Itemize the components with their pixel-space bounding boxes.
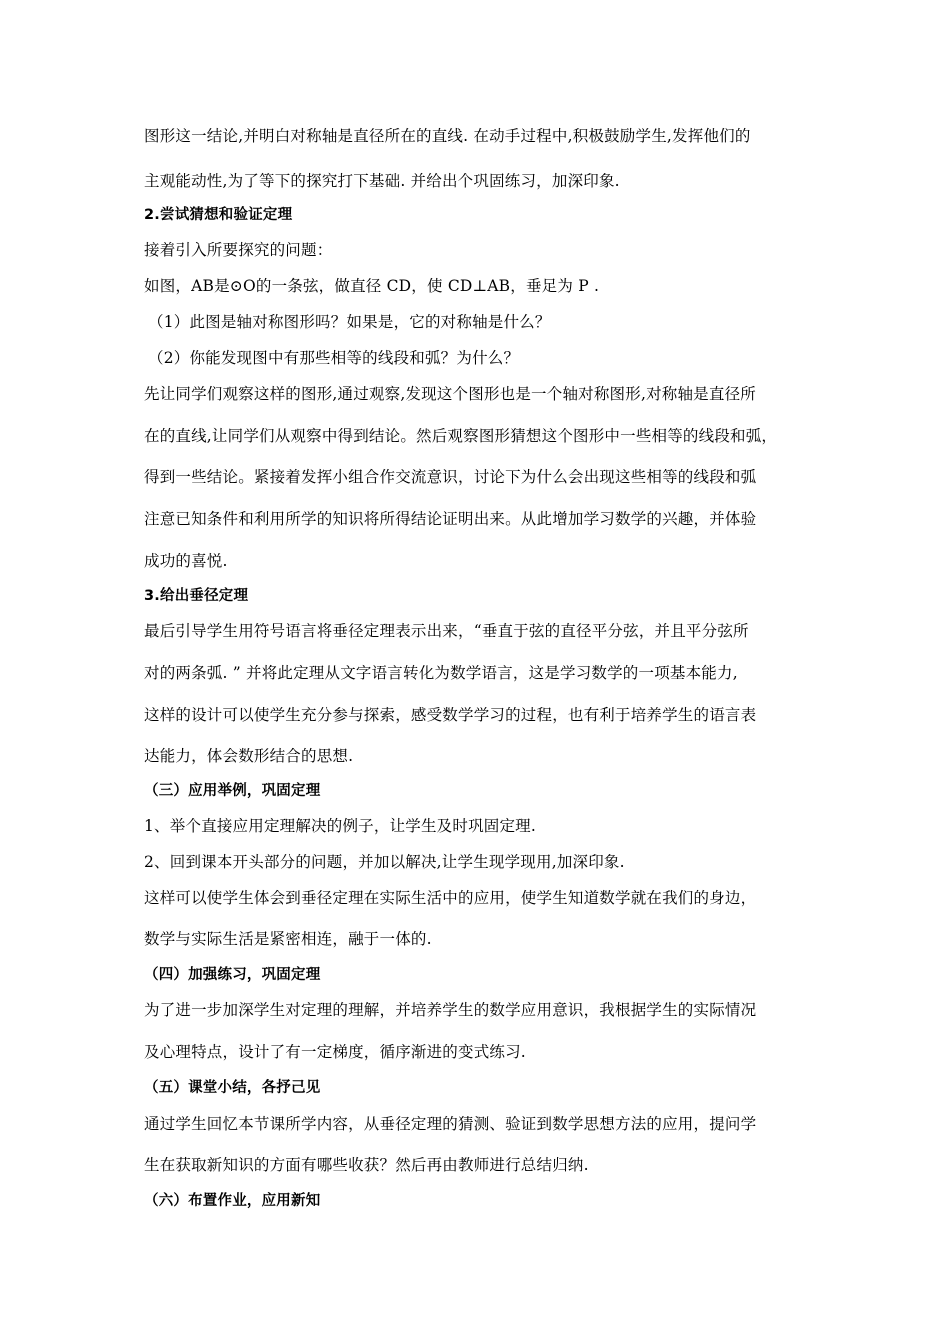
body-text-line: 达能力，体会数形结合的思想. <box>144 747 354 765</box>
section-heading: 2.尝试猜想和验证定理 <box>144 207 293 223</box>
section-heading: （三）应用举例，巩固定理 <box>144 783 321 799</box>
body-text-line: 及心理特点，设计了有一定梯度，循序渐进的变式练习. <box>144 1043 526 1061</box>
body-text-line: 这样的设计可以使学生充分参与探索，感受数学学习的过程，也有利于培养学生的语言表 <box>144 706 757 724</box>
body-text-line: 注意已知条件和利用所学的知识将所得结论证明出来。从此增加学习数学的兴趣，并体验 <box>144 510 757 528</box>
question-1: （1）此图是轴对称图形吗？如果是，它的对称轴是什么？ <box>148 313 551 331</box>
section-heading: （六）布置作业，应用新知 <box>144 1193 321 1209</box>
body-text-line: 通过学生回忆本节课所学内容，从垂径定理的猜测、验证到数学思想方法的应用，提问学 <box>144 1115 757 1133</box>
body-text-line: 先让同学们观察这样的图形,通过观察,发现这个图形也是一个轴对称图形,对称轴是直径所 <box>144 385 756 403</box>
body-text-line: 得到一些结论。紧接着发挥小组合作交流意识，讨论下为什么会出现这些相等的线段和弧 <box>144 468 757 486</box>
body-text-line: 数学与实际生活是紧密相连，融于一体的. <box>144 930 432 948</box>
body-text-line: 生在获取新知识的方面有哪些收获？然后再由教师进行总结归纳. <box>144 1156 589 1174</box>
body-text-line: 成功的喜悦. <box>144 552 228 570</box>
body-text-line: 主观能动性,为了等下的探究打下基础. 并给出个巩固练习，加深印象. <box>144 172 620 190</box>
body-text-line: 在的直线,让同学们从观察中得到结论。然后观察图形猜想这个图形中一些相等的线段和弧， <box>144 427 778 445</box>
section-heading: （四）加强练习，巩固定理 <box>144 967 321 983</box>
body-text-line: 对的两条弧. ” 并将此定理从文字语言转化为数学语言，这是学习数学的一项基本能力, <box>144 664 738 682</box>
section-heading: （五）课堂小结，各抒己见 <box>144 1080 321 1096</box>
question-2: （2）你能发现图中有那些相等的线段和弧？为什么？ <box>148 349 520 367</box>
body-text-line: 1、举个直接应用定理解决的例子，让学生及时巩固定理. <box>144 817 536 835</box>
body-text-line: 这样可以使学生体会到垂径定理在实际生活中的应用，使学生知道数学就在我们的身边， <box>144 889 757 907</box>
body-text-line: 最后引导学生用符号语言将垂径定理表示出来，“垂直于弦的直径平分弦，并且平分弦所 <box>144 622 749 640</box>
body-text-line: 图形这一结论,并明白对称轴是直径所在的直线. 在动手过程中,积极鼓励学生,发挥他们的 <box>144 127 751 145</box>
body-text-line: 如图，AB是⊙O的一条弦，做直径 CD，使 CD⊥AB，垂足为 P . <box>144 277 600 295</box>
body-text-line: 2、回到课本开头部分的问题，并加以解决,让学生现学现用,加深印象. <box>144 853 625 871</box>
body-text-line: 接着引入所要探究的问题： <box>144 241 333 259</box>
body-text-line: 为了进一步加深学生对定理的理解，并培养学生的数学应用意识，我根据学生的实际情况 <box>144 1001 757 1019</box>
section-heading: 3.给出垂径定理 <box>144 588 249 604</box>
